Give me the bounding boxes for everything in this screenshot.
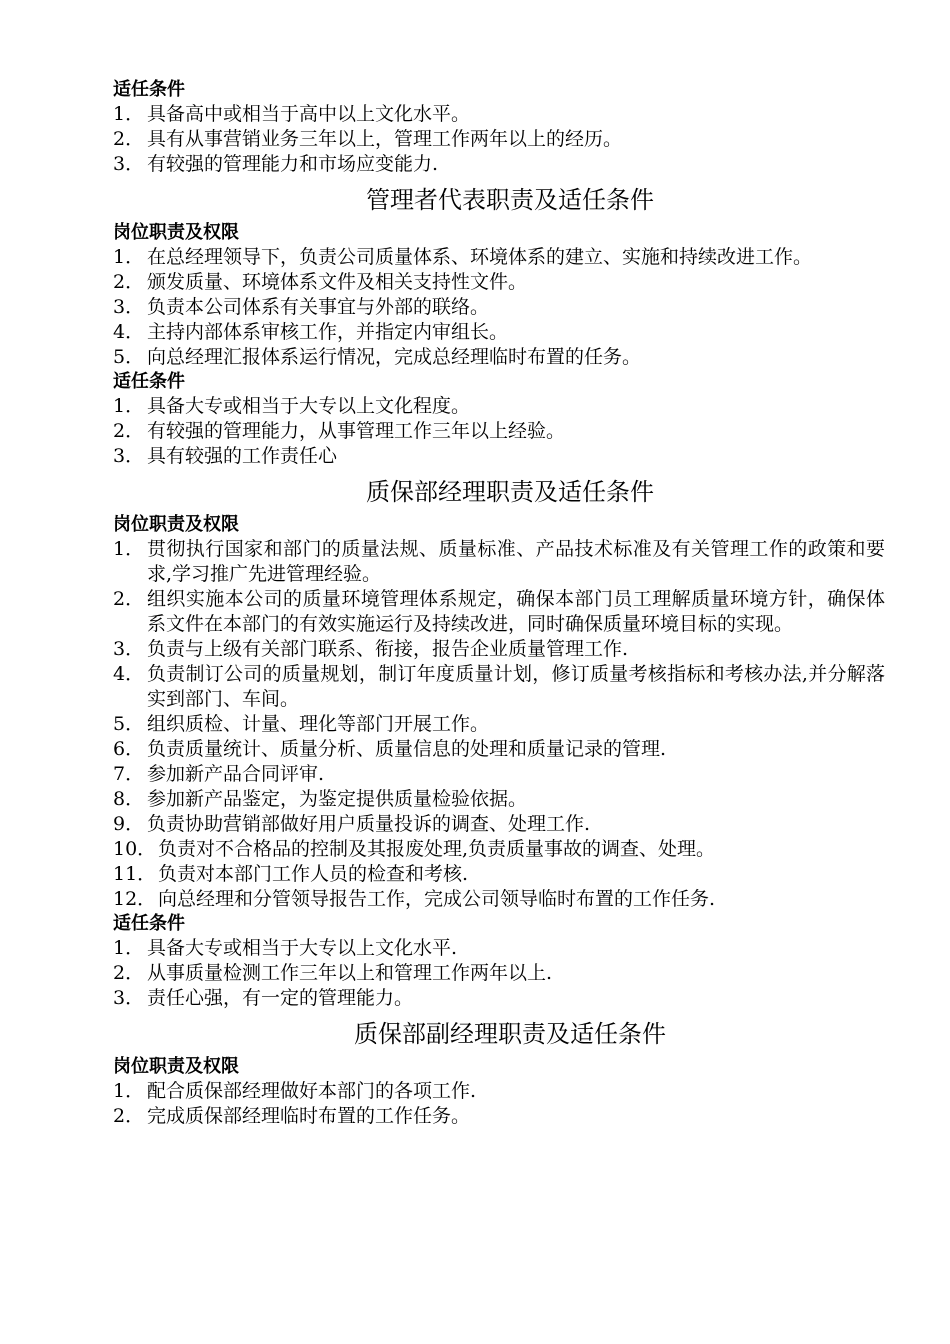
list-item	[113, 127, 885, 152]
item-text: 参加新产品合同评审.	[147, 763, 325, 785]
list-item	[113, 270, 885, 295]
item-number: 1．	[113, 1080, 145, 1102]
item-number: 1．	[113, 937, 145, 959]
item-number: 3．	[113, 445, 145, 467]
section-title: 管理者代表职责及适任条件	[366, 186, 654, 214]
item-number: 5．	[113, 346, 145, 368]
list-item	[113, 662, 885, 712]
list-item	[113, 345, 885, 370]
list-item	[113, 887, 885, 912]
item-number: 12．	[113, 888, 157, 910]
item-number: 2．	[113, 962, 145, 984]
section-heading: 适任条件	[113, 913, 185, 934]
item-text: 负责与上级有关部门联系、衔接，报告企业质量管理工作.	[147, 638, 629, 660]
item-text: 责任心强，有一定的管理能力。	[147, 987, 414, 1009]
item-number: 8．	[113, 788, 145, 810]
list-item	[113, 537, 885, 587]
item-text: 具备大专或相当于大专以上文化水平.	[147, 937, 458, 959]
item-number: 1．	[113, 246, 145, 268]
item-text: 贯彻执行国家和部门的质量法规、质量标准、产品技术标准及有关管理工作的政策和要求,学习推广先进管理经验。	[147, 538, 885, 585]
item-text: 组织质检、计量、理化等部门开展工作。	[147, 713, 490, 735]
section-title: 质保部经理职责及适任条件	[366, 478, 654, 506]
item-text: 从事质量检测工作三年以上和管理工作两年以上.	[147, 962, 553, 984]
item-text: 完成质保部经理临时布置的工作任务。	[147, 1105, 471, 1127]
item-text: 有较强的管理能力和市场应变能力.	[147, 153, 439, 175]
list-item	[113, 587, 885, 637]
item-number: 9．	[113, 813, 145, 835]
item-text: 主持内部体系审核工作，并指定内审组长。	[147, 321, 509, 343]
item-number: 2．	[113, 588, 145, 610]
list-item	[113, 152, 885, 177]
item-text: 负责制订公司的质量规划，制订年度质量计划，修订质量考核指标和考核办法,并分解落实到部门、车间。	[147, 663, 885, 710]
list-item	[113, 295, 885, 320]
item-text: 参加新产品鉴定，为鉴定提供质量检验依据。	[147, 788, 528, 810]
item-number: 2．	[113, 1105, 145, 1127]
item-text: 负责对本部门工作人员的检查和考核.	[158, 863, 469, 885]
item-number: 5．	[113, 713, 145, 735]
item-number: 4．	[113, 663, 145, 685]
item-number: 3．	[113, 296, 145, 318]
item-number: 11．	[113, 863, 157, 885]
list-item	[113, 444, 885, 469]
list-item	[113, 1079, 885, 1104]
list-item	[113, 419, 885, 444]
list-item	[113, 637, 885, 662]
item-number: 1．	[113, 103, 145, 125]
requirements-list	[113, 102, 885, 177]
item-text: 负责质量统计、质量分析、质量信息的处理和质量记录的管理.	[147, 738, 667, 760]
list-item	[113, 936, 885, 961]
item-text: 组织实施本公司的质量环境管理体系规定，确保本部门员工理解质量环境方针，确保体系文件在本部门的有效实施运行及持续改进，同时确保质量环境目标的实现。	[147, 588, 885, 635]
item-number: 7．	[113, 763, 145, 785]
item-number: 2．	[113, 128, 145, 150]
item-text: 具有较强的工作责任心	[147, 445, 338, 467]
item-number: 3．	[113, 987, 145, 1009]
item-number: 10．	[113, 838, 157, 860]
duties-list	[113, 537, 885, 912]
item-number: 1．	[113, 395, 145, 417]
list-item	[113, 102, 885, 127]
list-item	[113, 1104, 885, 1129]
item-text: 向总经理汇报体系运行情况，完成总经理临时布置的任务。	[147, 346, 642, 368]
item-text: 具有从事营销业务三年以上，管理工作两年以上的经历。	[147, 128, 623, 150]
section-title: 质保部副经理职责及适任条件	[354, 1020, 666, 1048]
item-text: 在总经理领导下，负责公司质量体系、环境体系的建立、实施和持续改进工作。	[147, 246, 813, 268]
document-page	[113, 78, 885, 1129]
section-heading: 适任条件	[113, 371, 185, 392]
section-heading: 岗位职责及权限	[113, 222, 239, 243]
list-item	[113, 787, 885, 812]
section-heading: 岗位职责及权限	[113, 514, 239, 535]
list-item	[113, 394, 885, 419]
item-number: 2．	[113, 271, 145, 293]
item-text: 负责对不合格品的控制及其报废处理,负责质量事故的调查、处理。	[158, 838, 716, 860]
item-text: 具备高中或相当于高中以上文化水平。	[147, 103, 471, 125]
item-number: 2．	[113, 420, 145, 442]
list-item	[113, 762, 885, 787]
list-item	[113, 320, 885, 345]
list-item	[113, 812, 885, 837]
item-text: 负责本公司体系有关事宜与外部的联络。	[147, 296, 490, 318]
list-item	[113, 961, 885, 986]
item-text: 有较强的管理能力，从事管理工作三年以上经验。	[147, 420, 566, 442]
duties-list	[113, 1079, 885, 1129]
item-number: 1．	[113, 538, 145, 560]
requirements-list	[113, 936, 885, 1011]
item-number: 4．	[113, 321, 145, 343]
item-number: 3．	[113, 153, 145, 175]
duties-list	[113, 245, 885, 370]
list-item	[113, 837, 885, 862]
item-number: 3．	[113, 638, 145, 660]
list-item	[113, 862, 885, 887]
item-text: 向总经理和分管领导报告工作，完成公司领导临时布置的工作任务.	[158, 888, 716, 910]
list-item	[113, 712, 885, 737]
list-item	[113, 245, 885, 270]
item-number: 6．	[113, 738, 145, 760]
section-heading: 适任条件	[113, 79, 185, 100]
list-item	[113, 986, 885, 1011]
item-text: 配合质保部经理做好本部门的各项工作.	[147, 1080, 477, 1102]
list-item	[113, 737, 885, 762]
item-text: 具备大专或相当于大专以上文化程度。	[147, 395, 471, 417]
item-text: 颁发质量、环境体系文件及相关支持性文件。	[147, 271, 528, 293]
section-heading: 岗位职责及权限	[113, 1056, 239, 1077]
requirements-list	[113, 394, 885, 469]
item-text: 负责协助营销部做好用户质量投诉的调查、处理工作.	[147, 813, 591, 835]
